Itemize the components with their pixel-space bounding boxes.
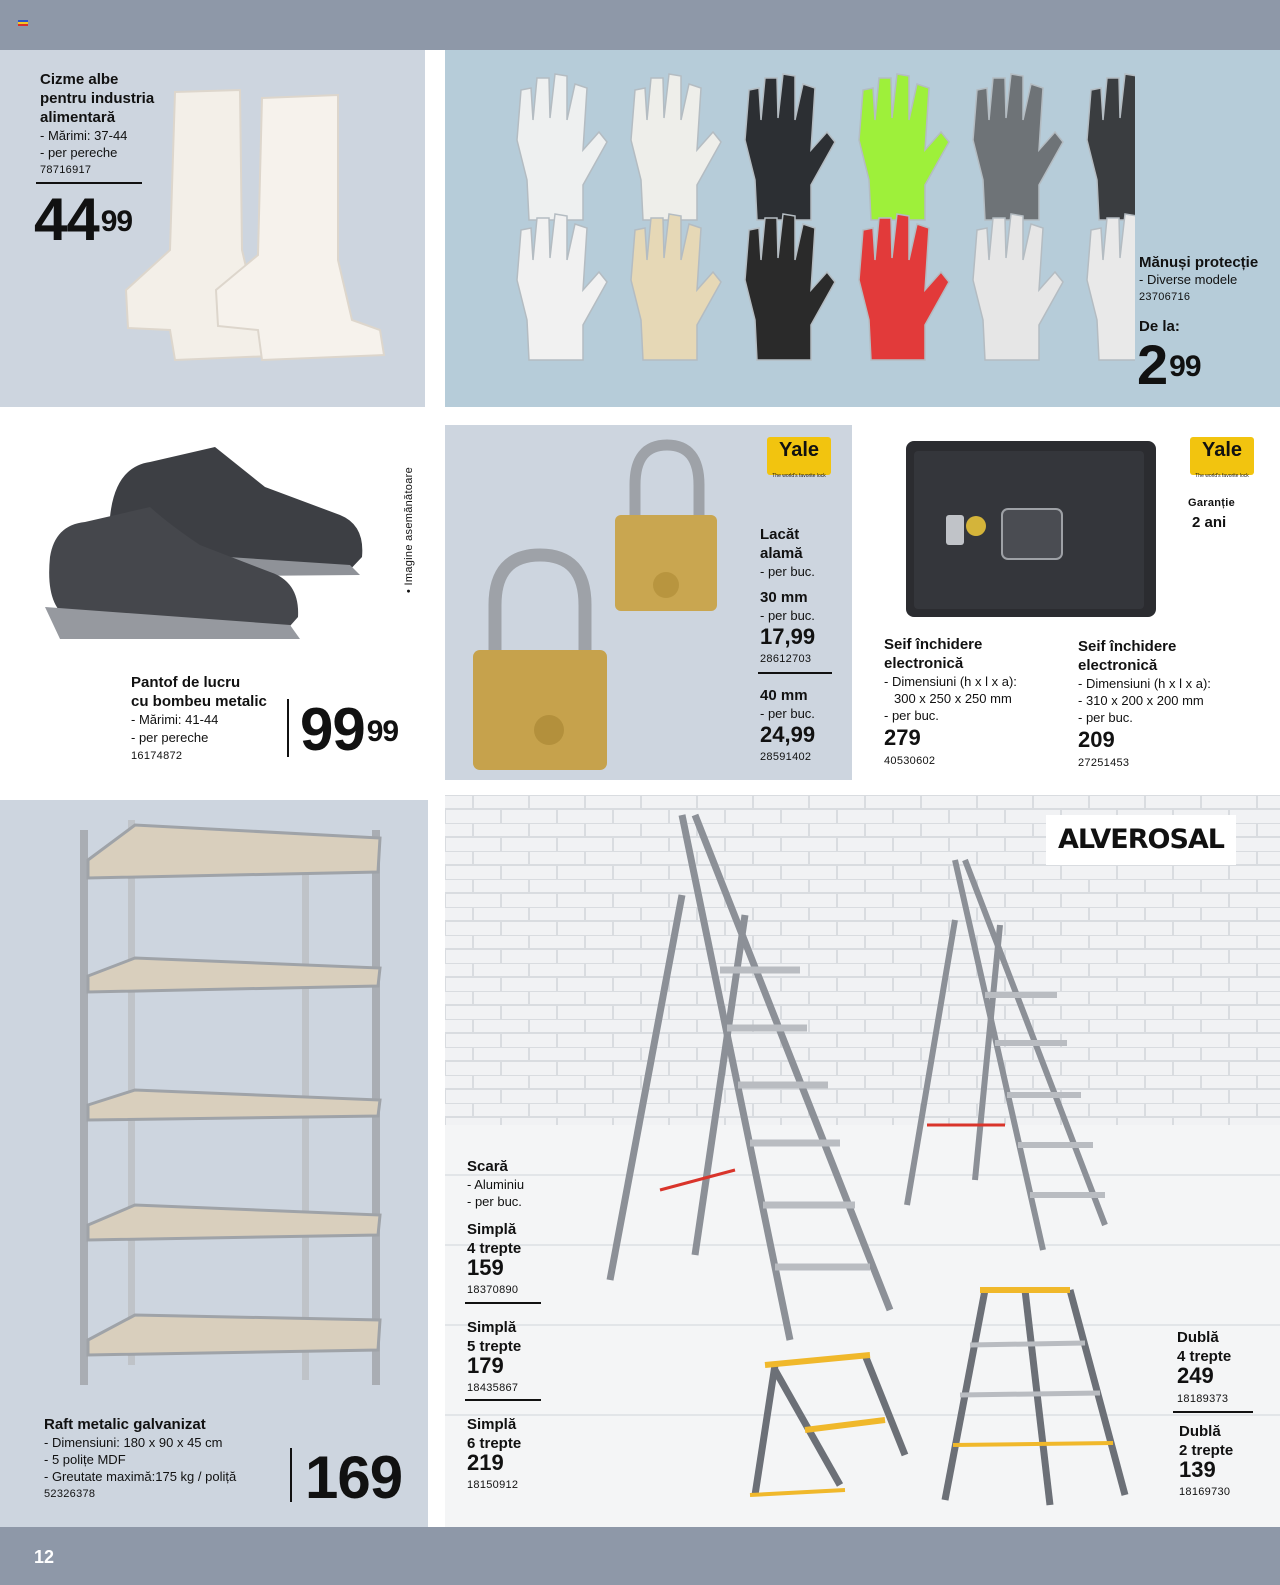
- glove-2: [631, 74, 721, 220]
- safe-1-spec-1: - Dimensiuni (h x l x a):: [884, 674, 1017, 689]
- ladder-double-1-type: Dublă: [1177, 1329, 1219, 1346]
- gloves-spec: - Diverse modele: [1139, 272, 1238, 287]
- glove-5: [973, 74, 1063, 220]
- shoes-image: [0, 407, 400, 657]
- padlock-variant-1-unit: - per buc.: [760, 608, 815, 623]
- safe-brand-logo: [1190, 437, 1254, 479]
- boots-title-line-3: alimentară: [40, 109, 116, 126]
- safe-2-spec-1: - Dimensiuni (h x l x a):: [1078, 676, 1211, 691]
- gloves-panel: [445, 50, 1280, 407]
- shelf-spec-weight: - Greutate maximă:175 kg / poliță: [44, 1469, 237, 1484]
- boots-title-line-2: pentru industria: [40, 90, 155, 107]
- boots-spec-unit: - per pereche: [40, 145, 118, 160]
- safe-warranty-label: Garanție: [1188, 497, 1236, 509]
- safe-1-title-line-2: electronică: [884, 655, 964, 672]
- shoes-code: 16174872: [131, 750, 183, 762]
- safe-1-title-line-1: Seif închidere: [884, 636, 983, 653]
- top-band: [0, 0, 1280, 50]
- ladder-simple-3-steps: 6 trepte: [467, 1435, 522, 1452]
- glove-3: [745, 74, 835, 220]
- padlock-title-line-1: Lacăt: [760, 526, 800, 543]
- glove-6: [1087, 74, 1135, 220]
- glove-9: [745, 214, 835, 360]
- gloves-title: Mănuși protecție: [1139, 254, 1259, 271]
- ladder-double-1-price: 249: [1177, 1363, 1214, 1388]
- gloves-from-label: De la:: [1139, 318, 1180, 335]
- ladder-double-1-steps: 4 trepte: [1177, 1348, 1232, 1365]
- safe-1-price: 279: [884, 725, 921, 750]
- glove-11: [973, 214, 1063, 360]
- shelf-code: 52326378: [44, 1488, 96, 1500]
- padlock-title-line-2: alamă: [760, 545, 803, 562]
- shoes-title-line-1: Pantof de lucru: [131, 674, 241, 691]
- ladder-rule-1: [465, 1302, 541, 1304]
- safe-2-title-line-1: Seif închidere: [1078, 638, 1177, 655]
- ladder-spec-material: - Aluminiu: [467, 1177, 525, 1192]
- page-number: 12: [34, 1547, 55, 1567]
- ladder-simple-3-price: 219: [467, 1450, 504, 1475]
- safe-2-spec-2: - 310 x 200 x 200 mm: [1078, 693, 1204, 708]
- safe-brand-name: Yale: [1201, 439, 1243, 461]
- safe-2-title-line-2: electronică: [1078, 657, 1158, 674]
- shelf-price: 169: [305, 1444, 403, 1511]
- ladder-simple-1-type: Simplă: [467, 1221, 517, 1238]
- boots-title-line-1: Cizme albe: [40, 71, 119, 88]
- shoes-panel: [0, 407, 425, 787]
- ladder-simple-1-steps: 4 trepte: [467, 1240, 522, 1257]
- boots-panel: [0, 50, 425, 407]
- shelf-image: [0, 800, 428, 1400]
- shoes-image-note: • Imagine asemănătoare: [403, 466, 415, 593]
- flag-icon: [18, 20, 28, 26]
- gloves-price: [1137, 335, 1201, 395]
- ladder-panel: [445, 795, 1280, 1527]
- glove-4: [859, 74, 949, 220]
- ladder-double-2-code: 18169730: [1179, 1486, 1231, 1498]
- glove-1: [517, 74, 607, 220]
- boots-code: 78716917: [40, 164, 92, 176]
- padlock-rule: [758, 672, 832, 674]
- padlock-brand-logo: [767, 437, 831, 479]
- ladder-simple-2-code: 18435867: [467, 1382, 519, 1394]
- padlock-panel: [445, 425, 852, 780]
- shelf-divider: [290, 1448, 292, 1502]
- ladder-simple-1-price: 159: [467, 1255, 504, 1280]
- ladder-double-2-price: 139: [1179, 1457, 1216, 1482]
- ladder-simple-2-type: Simplă: [467, 1319, 517, 1336]
- gloves-price-int: 2: [1137, 333, 1168, 396]
- ladder-simple-2-steps: 5 trepte: [467, 1338, 522, 1355]
- safe-1-spec-3: - per buc.: [884, 708, 939, 723]
- padlock-brand-tag: The world's favorite lock: [772, 473, 826, 479]
- safe-warranty-value: 2 ani: [1192, 514, 1227, 531]
- boots-rule: [36, 182, 142, 184]
- padlock-unit: - per buc.: [760, 564, 815, 579]
- gloves-image: [445, 50, 1135, 407]
- shoes-price: [300, 696, 399, 763]
- ladder-title: Scară: [467, 1158, 508, 1175]
- padlock-variant-1-size: 30 mm: [760, 589, 808, 606]
- ladder-simple-3-code: 18150912: [467, 1479, 519, 1491]
- boots-price: [34, 186, 133, 253]
- boots-price-dec: 99: [100, 205, 133, 238]
- shelf-spec-dimensions: - Dimensiuni: 180 x 90 x 45 cm: [44, 1435, 223, 1450]
- padlock-brand-name: Yale: [778, 439, 820, 461]
- glove-12: [1087, 214, 1135, 360]
- ladder-double-2-type: Dublă: [1179, 1423, 1221, 1440]
- ladder-rule-3: [1173, 1411, 1253, 1413]
- shoes-title-line-2: cu bombeu metalic: [131, 693, 267, 710]
- padlock-variant-1-code: 28612703: [760, 653, 812, 665]
- ladder-brand-name: ALVEROSAL: [1057, 824, 1224, 855]
- shoes-spec-unit: - per pereche: [131, 730, 209, 745]
- safe-2-price: 209: [1078, 727, 1115, 752]
- gloves-code: 23706716: [1139, 291, 1191, 303]
- ladder-simple-2-price: 179: [467, 1353, 504, 1378]
- ladder-rule-2: [465, 1399, 541, 1401]
- padlock-variant-2-size: 40 mm: [760, 687, 808, 704]
- shelf-panel: [0, 800, 428, 1527]
- boots-price-int: 44: [34, 186, 99, 253]
- shoes-price-dec: 99: [366, 715, 399, 748]
- shoes-price-int: 99: [300, 696, 365, 763]
- glove-10: [859, 214, 949, 360]
- ladder-double-1-code: 18189373: [1177, 1393, 1229, 1405]
- ladder-image: [445, 795, 1280, 1527]
- glove-7: [517, 214, 607, 360]
- shelf-title: Raft metalic galvanizat: [44, 1416, 206, 1433]
- ladder-spec-unit: - per buc.: [467, 1194, 522, 1209]
- glove-8: [631, 214, 721, 360]
- boots-spec-size: - Mărimi: 37-44: [40, 128, 128, 143]
- padlock-variant-2-unit: - per buc.: [760, 706, 815, 721]
- shoes-spec-size: - Mărimi: 41-44: [131, 712, 219, 727]
- safes-panel: [866, 425, 1280, 780]
- ladder-brand-logo: [1046, 815, 1236, 865]
- safe-2-spec-3: - per buc.: [1078, 710, 1133, 725]
- gloves-price-dec: 99: [1169, 350, 1201, 383]
- safe-brand-tag: The world's favorite lock: [1195, 473, 1249, 479]
- shelf-spec-shelves: - 5 polițe MDF: [44, 1452, 126, 1467]
- ladder-simple-3-type: Simplă: [467, 1416, 517, 1433]
- padlock-image: [445, 425, 745, 780]
- ladder-simple-1-code: 18370890: [467, 1284, 519, 1296]
- padlock-variant-1-price: 17,99: [760, 624, 816, 649]
- shoes-divider: [287, 699, 289, 757]
- safe-image: [866, 425, 1166, 625]
- bottom-band: [0, 1527, 1280, 1585]
- ladder-double-2-steps: 2 trepte: [1179, 1442, 1234, 1459]
- padlock-variant-2-price: 24,99: [760, 722, 816, 747]
- padlock-variant-2-code: 28591402: [760, 751, 812, 763]
- safe-2-code: 27251453: [1078, 757, 1130, 769]
- safe-1-code: 40530602: [884, 755, 936, 767]
- safe-1-spec-2: 300 x 250 x 250 mm: [894, 691, 1012, 706]
